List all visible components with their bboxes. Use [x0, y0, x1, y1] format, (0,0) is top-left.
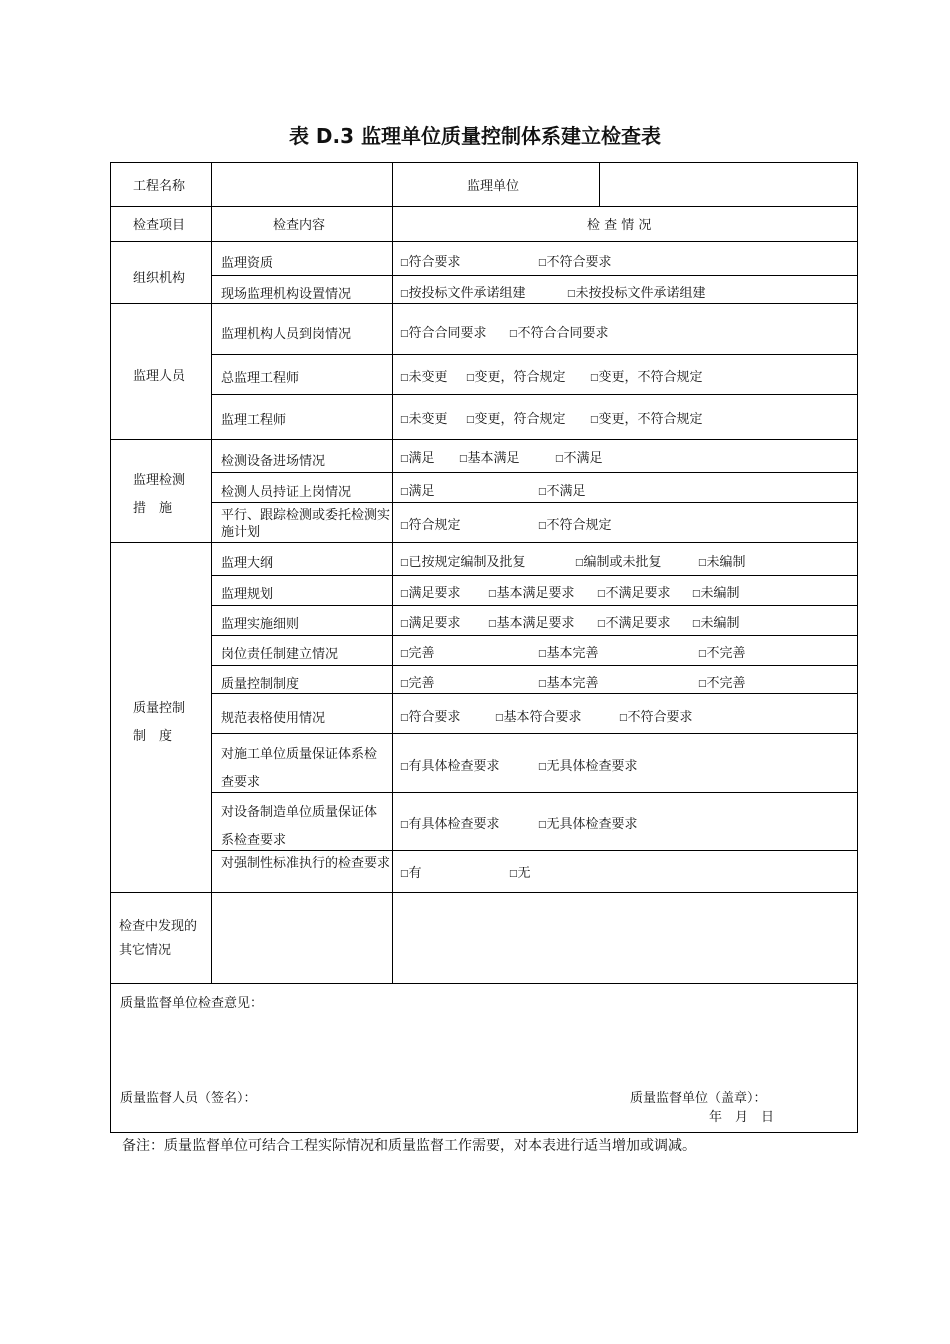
- checkbox-option[interactable]: [400, 286, 526, 302]
- category-quality-2: 制 度: [133, 729, 173, 744]
- checkbox-label: 变更，不符合规定: [598, 370, 703, 385]
- checkbox-label: 基本符合要求: [503, 710, 582, 725]
- category-quality: 质量控制: [133, 701, 186, 716]
- checkbox-label: 基本满足: [467, 451, 520, 466]
- checkbox-icon[interactable]: □: [400, 258, 409, 268]
- checkbox-icon[interactable]: □: [597, 619, 606, 629]
- checkbox-label: 满足要求: [408, 586, 461, 601]
- checkbox-label: 基本满足要求: [496, 616, 575, 631]
- checkbox-icon[interactable]: □: [400, 415, 409, 425]
- checkbox-label: 未编制: [700, 616, 740, 631]
- checkbox-icon[interactable]: □: [575, 558, 584, 568]
- check-content: 对施工单位质量保证体系检查要求: [221, 747, 378, 790]
- checkbox-label: 无具体检查要求: [546, 759, 638, 774]
- date-label: 年 月 日: [709, 1110, 775, 1125]
- checkbox-option[interactable]: [597, 586, 671, 602]
- checkbox-icon[interactable]: □: [400, 679, 409, 689]
- checkbox-label: 满足要求: [408, 616, 461, 631]
- checkbox-option[interactable]: [538, 676, 599, 692]
- footnote: 备注：质量监督单位可结合工程实际情况和质量监督工作需要，对本表进行适当增加或调减。: [122, 1138, 696, 1154]
- check-content: 总监理工程师: [221, 371, 300, 386]
- check-content: 监理工程师: [221, 413, 287, 428]
- row-divider: [211, 665, 857, 666]
- checkbox-label: 基本完善: [546, 676, 599, 691]
- checkbox-option[interactable]: [692, 616, 740, 632]
- checkbox-icon[interactable]: □: [538, 487, 547, 497]
- item-column-header: 检查项目: [133, 218, 186, 233]
- row-divider: [111, 241, 857, 242]
- check-content: 对设备制造单位质量保证体系检查要求: [221, 805, 378, 848]
- checkbox-option[interactable]: [509, 866, 531, 882]
- checkbox-label: 按投标文件承诺组建: [408, 286, 526, 301]
- checkbox-option[interactable]: [400, 646, 435, 662]
- checkbox-icon[interactable]: □: [698, 649, 707, 659]
- checkbox-icon[interactable]: □: [400, 820, 409, 830]
- checkbox-option[interactable]: [400, 586, 461, 602]
- checkbox-option[interactable]: [400, 555, 526, 571]
- row-divider: [211, 575, 857, 576]
- checkbox-option[interactable]: [567, 286, 706, 302]
- row-divider: [111, 542, 857, 543]
- check-content: 现场监理机构设置情况: [221, 287, 352, 302]
- checkbox-icon[interactable]: □: [619, 713, 628, 723]
- row-divider: [211, 635, 857, 636]
- checkbox-icon[interactable]: □: [692, 619, 701, 629]
- check-content: 质量控制制度: [221, 677, 300, 692]
- checkbox-option[interactable]: [488, 586, 575, 602]
- checkbox-label: 有具体检查要求: [408, 759, 500, 774]
- checkbox-icon[interactable]: □: [590, 373, 599, 383]
- project-name-label: 工程名称: [133, 179, 186, 194]
- check-content: 岗位责任制建立情况: [221, 647, 339, 662]
- supervision-unit-field[interactable]: [600, 163, 857, 206]
- checkbox-icon[interactable]: □: [509, 869, 518, 879]
- checkbox-icon[interactable]: □: [538, 649, 547, 659]
- checkbox-option[interactable]: [466, 412, 566, 428]
- checkbox-option[interactable]: [400, 451, 435, 467]
- checkbox-icon[interactable]: □: [400, 558, 409, 568]
- checkbox-icon[interactable]: □: [698, 679, 707, 689]
- checkbox-option[interactable]: [400, 255, 461, 271]
- checkbox-option[interactable]: [509, 326, 609, 342]
- checkbox-icon[interactable]: □: [538, 762, 547, 772]
- checkbox-label: 符合合同要求: [408, 326, 487, 341]
- checkbox-option[interactable]: [459, 451, 520, 467]
- checkbox-icon[interactable]: □: [400, 713, 409, 723]
- checkbox-option[interactable]: [400, 370, 448, 386]
- checkbox-option[interactable]: [538, 646, 599, 662]
- checkbox-label: 未编制: [706, 555, 746, 570]
- unit-seal-label: 质量监督单位（盖章）：: [630, 1091, 767, 1106]
- checkbox-icon[interactable]: □: [400, 762, 409, 772]
- checkbox-icon[interactable]: □: [400, 869, 409, 879]
- checkbox-label: 不符合合同要求: [517, 326, 609, 341]
- row-divider: [111, 983, 857, 984]
- checkbox-option[interactable]: [692, 586, 740, 602]
- checkbox-option[interactable]: [400, 676, 435, 692]
- checkbox-option[interactable]: [488, 616, 575, 632]
- checkbox-icon[interactable]: □: [538, 679, 547, 689]
- row-divider: [111, 206, 857, 207]
- checkbox-option[interactable]: [400, 326, 487, 342]
- inspector-signature-label: 质量监督人员（签名）：: [120, 1091, 257, 1106]
- checkbox-option[interactable]: [698, 676, 746, 692]
- check-content: 监理实施细则: [221, 617, 300, 632]
- checkbox-label: 不完善: [706, 646, 746, 661]
- col-divider: [392, 163, 393, 983]
- row-divider: [211, 354, 857, 355]
- checkbox-icon[interactable]: □: [459, 454, 468, 464]
- checkbox-option[interactable]: [538, 484, 586, 500]
- other-findings-label: 检查中发现的其它情况: [119, 919, 198, 958]
- checkbox-label: 不完善: [706, 676, 746, 691]
- check-content: 规范表格使用情况: [221, 711, 326, 726]
- category-testing: 监理检测: [133, 473, 186, 488]
- check-content: 监理机构人员到岗情况: [221, 327, 352, 342]
- category-staff: 监理人员: [133, 369, 186, 384]
- checkbox-option[interactable]: [538, 817, 638, 833]
- checkbox-label: 基本满足要求: [496, 586, 575, 601]
- checkbox-label: 未按投标文件承诺组建: [575, 286, 706, 301]
- checkbox-icon[interactable]: □: [495, 713, 504, 723]
- content-column-header: 检查内容: [273, 218, 326, 233]
- checkbox-label: 完善: [408, 676, 435, 691]
- checkbox-icon[interactable]: □: [698, 558, 707, 568]
- project-name-field[interactable]: [212, 163, 392, 206]
- checkbox-icon[interactable]: □: [538, 521, 547, 531]
- checkbox-label: 编制或未批复: [583, 555, 662, 570]
- checkbox-option[interactable]: [400, 484, 435, 500]
- checkbox-option[interactable]: [575, 555, 662, 571]
- row-divider: [211, 733, 857, 734]
- checkbox-label: 已按规定编制及批复: [408, 555, 526, 570]
- checkbox-label: 变更，不符合规定: [598, 412, 703, 427]
- checkbox-option[interactable]: [495, 710, 582, 726]
- checkbox-icon[interactable]: □: [400, 619, 409, 629]
- checkbox-icon[interactable]: □: [488, 619, 497, 629]
- category-testing-2: 措 施: [133, 501, 173, 516]
- checkbox-label: 无: [517, 866, 531, 881]
- checkbox-label: 有具体检查要求: [408, 817, 500, 832]
- checkbox-icon[interactable]: □: [400, 589, 409, 599]
- checkbox-option[interactable]: [538, 255, 612, 271]
- page-title: 表 D.3 监理单位质量控制体系建立检查表: [288, 124, 662, 148]
- status-column-header: 检 查 情 况: [587, 218, 652, 233]
- check-content: 对强制性标准执行的检查要求: [221, 856, 391, 871]
- category-org: 组织机构: [133, 271, 186, 286]
- checkbox-icon[interactable]: □: [567, 289, 576, 299]
- checkbox-icon[interactable]: □: [509, 329, 518, 339]
- checkbox-icon[interactable]: □: [400, 454, 409, 464]
- checkbox-option[interactable]: [590, 370, 703, 386]
- checkbox-label: 不满足要求: [605, 586, 671, 601]
- checkbox-label: 满足: [408, 451, 435, 466]
- checkbox-label: 符合要求: [408, 710, 461, 725]
- check-content: 监理规划: [221, 587, 274, 602]
- row-divider: [211, 472, 857, 473]
- inspection-table: [110, 162, 858, 1133]
- checkbox-label: 不符合要求: [627, 710, 693, 725]
- row-divider: [211, 502, 857, 503]
- checkbox-option[interactable]: [698, 555, 746, 571]
- checkbox-option[interactable]: [538, 759, 638, 775]
- checkbox-icon[interactable]: □: [400, 289, 409, 299]
- checkbox-label: 符合要求: [408, 255, 461, 270]
- checkbox-label: 变更，符合规定: [474, 412, 566, 427]
- checkbox-icon[interactable]: □: [466, 373, 475, 383]
- checkbox-option[interactable]: [400, 412, 448, 428]
- row-divider: [211, 394, 857, 395]
- checkbox-label: 无具体检查要求: [546, 817, 638, 832]
- supervision-unit-label: 监理单位: [467, 179, 520, 194]
- row-divider: [211, 693, 857, 694]
- checkbox-label: 满足: [408, 484, 435, 499]
- row-divider: [111, 439, 857, 440]
- checkbox-icon[interactable]: □: [400, 329, 409, 339]
- checkbox-icon[interactable]: □: [400, 649, 409, 659]
- checkbox-option[interactable]: [538, 518, 612, 534]
- checkbox-label: 不符合规定: [546, 518, 612, 533]
- check-content: 检测设备进场情况: [221, 454, 326, 469]
- checkbox-label: 不满足: [563, 451, 603, 466]
- row-divider: [211, 275, 857, 276]
- checkbox-icon[interactable]: □: [538, 258, 547, 268]
- check-content: 检测人员持证上岗情况: [221, 485, 352, 500]
- check-content: 平行、跟踪检测或委托检测实施计划: [221, 508, 391, 540]
- checkbox-option[interactable]: [400, 817, 500, 833]
- checkbox-icon[interactable]: □: [555, 454, 564, 464]
- opinion-label: 质量监督单位检查意见：: [120, 996, 264, 1011]
- checkbox-option[interactable]: [400, 866, 422, 882]
- checkbox-icon[interactable]: □: [488, 589, 497, 599]
- checkbox-option[interactable]: [590, 412, 703, 428]
- checkbox-option[interactable]: [400, 518, 461, 534]
- checkbox-icon[interactable]: □: [400, 373, 409, 383]
- checkbox-label: 不符合要求: [546, 255, 612, 270]
- checkbox-icon[interactable]: □: [590, 415, 599, 425]
- checkbox-icon[interactable]: □: [400, 487, 409, 497]
- checkbox-icon[interactable]: □: [466, 415, 475, 425]
- checkbox-label: 完善: [408, 646, 435, 661]
- checkbox-option[interactable]: [597, 616, 671, 632]
- row-divider: [211, 605, 857, 606]
- checkbox-label: 基本完善: [546, 646, 599, 661]
- checkbox-icon[interactable]: □: [538, 820, 547, 830]
- checkbox-option[interactable]: [466, 370, 566, 386]
- checkbox-label: 符合规定: [408, 518, 461, 533]
- checkbox-label: 不满足: [546, 484, 586, 499]
- checkbox-label: 未变更: [408, 412, 448, 427]
- checkbox-label: 不满足要求: [605, 616, 671, 631]
- checkbox-option[interactable]: [619, 710, 693, 726]
- row-divider: [111, 303, 857, 304]
- checkbox-icon[interactable]: □: [400, 521, 409, 531]
- col-divider: [211, 163, 212, 983]
- checkbox-option[interactable]: [698, 646, 746, 662]
- checkbox-icon[interactable]: □: [692, 589, 701, 599]
- checkbox-option[interactable]: [400, 710, 461, 726]
- checkbox-option[interactable]: [555, 451, 603, 467]
- checkbox-option[interactable]: [400, 616, 461, 632]
- checkbox-icon[interactable]: □: [597, 589, 606, 599]
- checkbox-label: 未变更: [408, 370, 448, 385]
- checkbox-label: 有: [408, 866, 422, 881]
- checkbox-label: 未编制: [700, 586, 740, 601]
- checkbox-option[interactable]: [400, 759, 500, 775]
- other-findings-field[interactable]: [393, 893, 857, 983]
- check-content: 监理资质: [221, 256, 274, 271]
- check-content: 监理大纲: [221, 556, 274, 571]
- checkbox-label: 变更，符合规定: [474, 370, 566, 385]
